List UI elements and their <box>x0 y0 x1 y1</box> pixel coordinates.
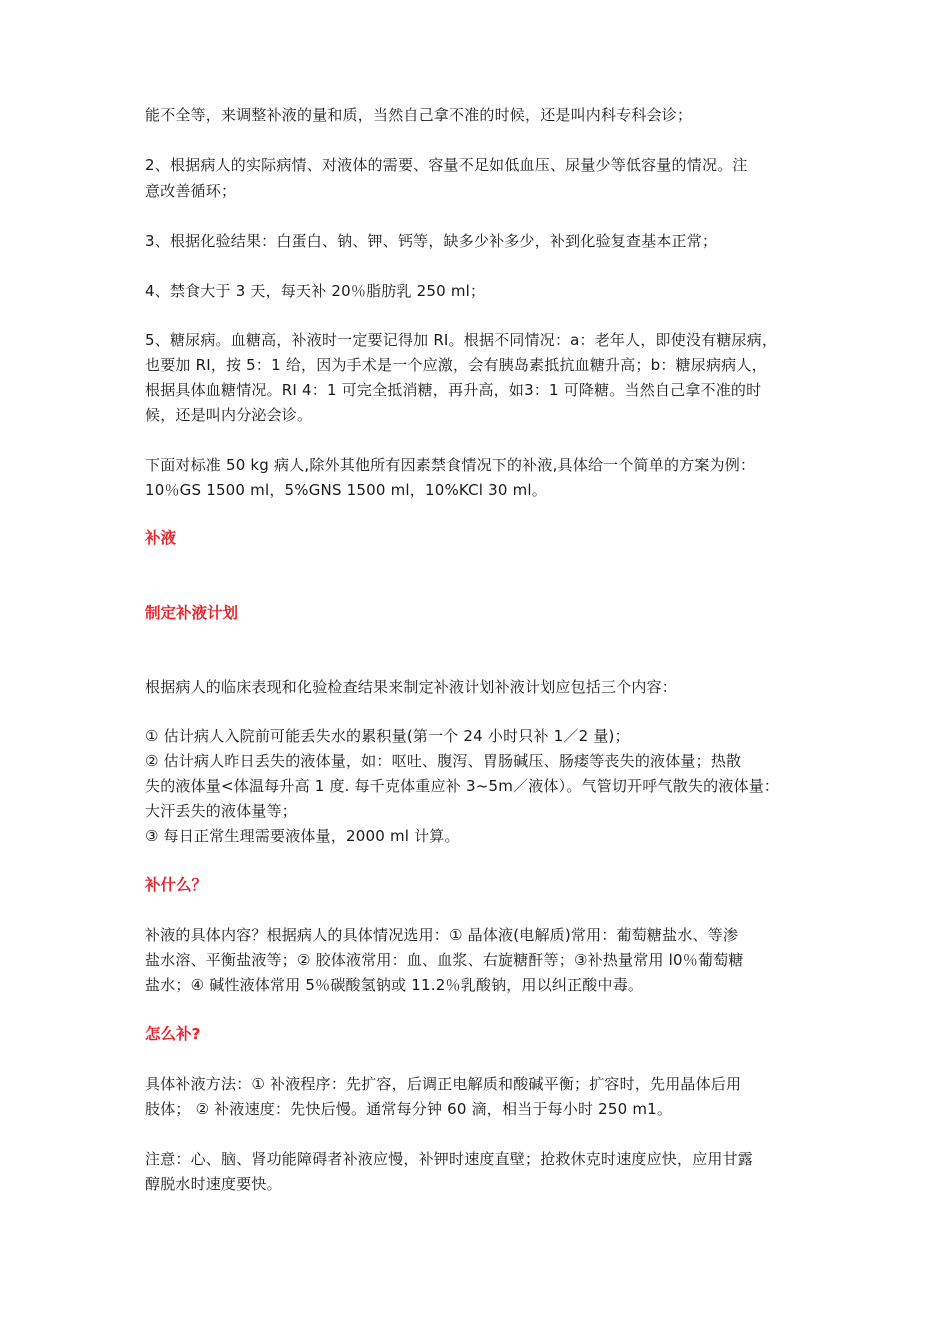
section-heading-how: 怎么补? <box>145 1025 201 1043</box>
text-line: 能不全等，来调整补液的量和质，当然自己拿不准的时候，还是叫内科专科会诊； <box>145 106 693 124</box>
text-line: 2、根据病人的实际病情、对液体的需要、容量不足如低血压、尿量少等低容量的情况。注 <box>145 156 748 174</box>
text-line: 补液的具体内容？根据病人的具体情况选用：① 晶体液(电解质)常用：葡萄糖盐水、等渗 <box>145 926 739 944</box>
text-line: 根据病人的临床表现和化验检查结果来制定补液计划补液计划应包括三个内容： <box>145 678 678 696</box>
text-line: 盐水溶、平衡盐液等；② 胶体液常用：血、血浆、右旋糖酐等；③补热量常用 l0％葡萄糖 <box>145 951 744 969</box>
list-item: ③ 每日正常生理需要液体量，2000 ml 计算。 <box>145 827 460 845</box>
text-line: 也要加 RI，按 5：1 给，因为手术是一个应激，会有胰岛素抵抗血糖升高；b：糖尿病病人， <box>145 356 767 374</box>
list-item: ① 估计病人入院前可能丢失水的累积量(第一个 24 小时只补 1／2 量)； <box>145 727 630 745</box>
text-line: 4、禁食大于 3 天，每天补 20％脂肪乳 250 ml； <box>145 282 486 300</box>
text-line: 肢体； ② 补液速度：先快后慢。通常每分钟 60 滴，相当于每小时 250 m1。 <box>145 1100 673 1118</box>
text-line: 3、根据化验结果：白蛋白、钠、钾、钙等，缺多少补多少，补到化验复查基本正常； <box>145 232 718 250</box>
section-heading-what: 补什么？ <box>145 876 208 894</box>
text-line: 下面对标准 50 kg 病人,除外其他所有因素禁食情况下的补液,具体给一个简单的方案为例： <box>145 456 756 474</box>
text-line: 根据具体血糖情况。RI 4：1 可完全抵消糖，再升高，如3：1 可降糖。当然自己拿不准的时 <box>145 381 762 399</box>
text-line: 意改善循环； <box>145 182 237 200</box>
list-item: ② 估计病人昨日丢失的液体量，如：呕吐、腹泻、胃肠碱压、肠瘘等丧失的液体量；热散 <box>145 752 742 770</box>
text-line: 盐水；④ 碱性液体常用 5％碳酸氢钠或 11.2％乳酸钠，用以纠正酸中毒。 <box>145 976 644 994</box>
text-line: 具体补液方法：① 补液程序：先扩容，后调正电解质和酸碱平衡；扩容时，先用晶体后用 <box>145 1075 742 1093</box>
section-heading-plan: 制定补液计划 <box>145 604 239 622</box>
text-line: 候，还是叫内分泌会诊。 <box>145 406 313 424</box>
text-line: 注意：心、脑、肾功能障碍者补液应慢，补钾时速度直壁；抢救休克时速度应快，应用甘露 <box>145 1150 754 1168</box>
text-line: 10％GS 1500 ml，5%GNS 1500 ml，10%KCl 30 ml。 <box>145 481 547 499</box>
text-line: 5、糖尿病。血糖高，补液时一定要记得加 RI。根据不同情况：a：老年人，即使没有糖尿病， <box>145 331 778 349</box>
text-line: 醇脱水时速度要快。 <box>145 1175 282 1193</box>
text-line: 失的液体量<体温每升高 1 度. 每千克体重应补 3~5m／液体）。气管切开呼气散失的液体量： <box>145 777 780 795</box>
text-line: 大汗丢失的液体量等； <box>145 802 298 820</box>
section-heading-buye: 补液 <box>145 529 177 547</box>
